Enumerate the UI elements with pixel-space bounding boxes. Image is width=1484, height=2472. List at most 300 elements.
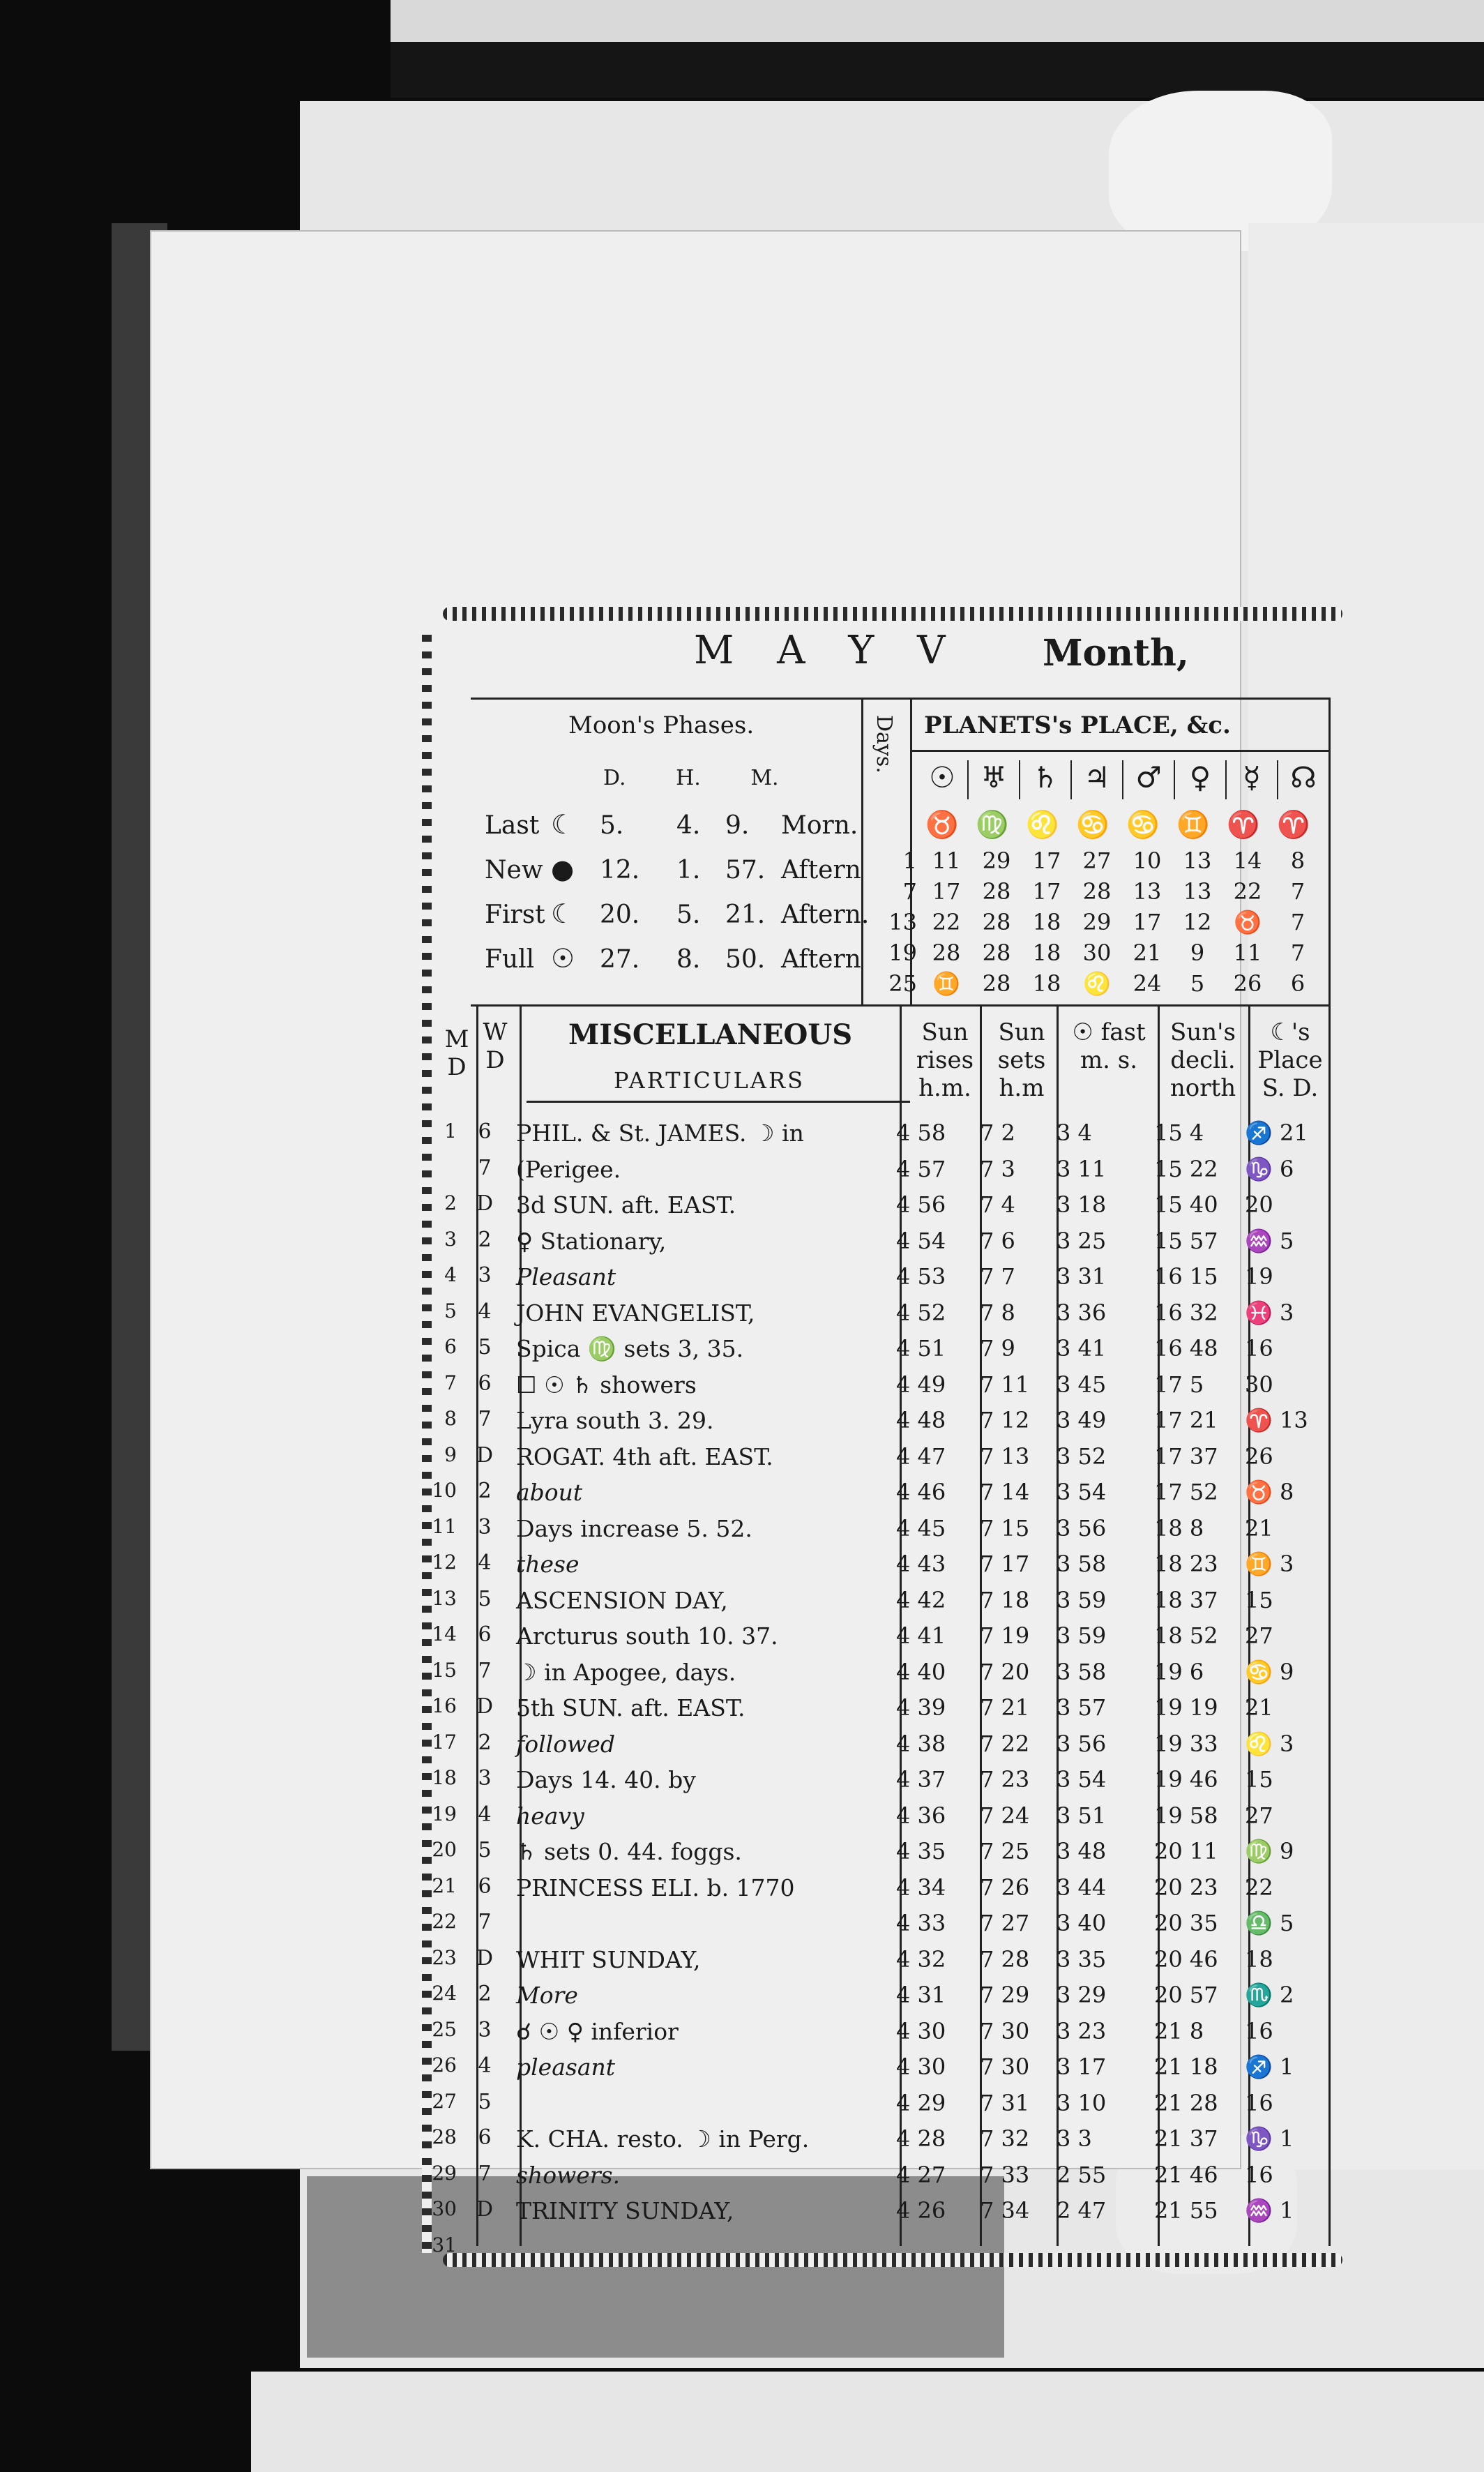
week-day: 5 [478,1838,492,1862]
sunrise-time: 4 42 [896,1586,946,1613]
planet-symbol-icon: ♃ [1072,760,1123,799]
week-day: 5 [478,1335,492,1359]
sunrise-time: 4 36 [896,1802,946,1829]
phase-hour: 4. [676,811,701,840]
planet-position: 21 [1133,940,1162,966]
sunset-time: 7 28 [980,1945,1030,1973]
sunrise-time: 4 30 [896,2017,946,2044]
table-row [415,1766,1315,1801]
phase-minute: 21. [725,900,766,929]
phase-name: Last [485,811,540,840]
particulars-text: ROGAT. 4th aft. EAST. [516,1442,773,1470]
moon-phase-icon: ☾ [551,898,575,929]
planet-position: 28 [982,909,1011,935]
planet-position: 24 [1133,970,1162,997]
week-day-header: W D [483,1018,508,1074]
sunrise-time: 4 41 [896,1622,946,1649]
sun-declination: 19 46 [1154,1766,1218,1793]
month-day: 12 [432,1551,457,1574]
particulars-text: JOHN EVANGELIST, [516,1299,755,1327]
sunset-time: 7 8 [980,1299,1015,1326]
sunrise-time: 4 29 [896,2089,946,2116]
month-day: 30 [432,2197,457,2220]
sunrise-time: 4 54 [896,1227,946,1254]
phase-day: 5. [600,811,624,840]
sun-declination: 21 46 [1154,2161,1218,2188]
sun-declination: 20 46 [1154,1945,1218,1973]
particulars-text: PRINCESS ELI. b. 1770 [516,1874,795,1901]
particulars-text: (Perigee. [516,1155,621,1183]
week-day: 2 [478,1227,492,1252]
sun-declination: 21 18 [1154,2053,1218,2080]
moon-place: ♌ 3 [1245,1730,1294,1757]
sun-fast: 3 57 [1057,1694,1107,1721]
planet-position: 17 [1032,847,1061,874]
sun-declination: 15 22 [1154,1155,1218,1182]
table-row [415,1838,1315,1873]
planet-position: 18 [1032,909,1061,935]
sun-declination: 18 37 [1154,1586,1218,1613]
planet-position: 13 [1183,847,1212,874]
planet-position: 28 [1082,878,1112,905]
sun-fast: 3 25 [1057,1227,1107,1254]
week-day: 2 [478,1982,492,2006]
particulars-text: 5th SUN. aft. EAST. [516,1694,745,1721]
moon-phase-row [485,943,893,988]
month-day: 13 [432,1586,457,1610]
month-day: 11 [432,1514,457,1538]
sun-declination: 15 57 [1154,1227,1218,1254]
table-row [415,2090,1315,2125]
phase-time: Morn. [781,811,858,840]
moon-place: 20 [1245,1191,1273,1218]
planet-symbols [917,760,1330,799]
particulars-text: ASCENSION DAY, [516,1586,728,1614]
particulars-text: about [516,1479,583,1506]
planet-position: ♌ [1083,970,1111,997]
sun-fast: 3 18 [1057,1191,1107,1218]
table-row [415,1443,1315,1478]
planet-position: 29 [982,847,1011,874]
sun-declination: 16 32 [1154,1299,1218,1326]
sun-fast: 3 44 [1057,1874,1107,1901]
sun-declination: 20 57 [1154,1982,1218,2008]
planet-position: 28 [932,940,961,966]
sunset-time: 7 32 [980,2125,1030,2152]
planet-position: 10 [1133,847,1162,874]
moon-phase-row [485,854,893,898]
sunrise-time: 4 28 [896,2125,946,2152]
sun-fast: 2 55 [1057,2161,1107,2188]
planet-position: 9 [1190,940,1205,966]
month-day: 19 [432,1802,457,1825]
sunset-time: 7 17 [980,1551,1030,1577]
phase-time: Aftern [781,945,861,974]
planet-row [874,970,1323,997]
month-day: 23 [432,1945,457,1969]
sunrise-time: 4 27 [896,2161,946,2188]
ornamental-border-top [443,607,1342,621]
sun-declination: 21 28 [1154,2089,1218,2116]
planet-position: 28 [982,940,1011,966]
planet-position: 5 [1190,970,1205,997]
phase-name: First [485,900,545,929]
planet-position: 6 [1290,970,1305,997]
planet-row [874,909,1323,935]
sun-fast: 3 31 [1057,1263,1107,1290]
planet-row [874,940,1323,966]
week-day: 4 [478,1551,492,1575]
sun-declination: 16 15 [1154,1263,1218,1290]
week-day: D [476,1191,494,1216]
table-row [415,1299,1315,1334]
moon-place: ♊ 3 [1245,1551,1294,1577]
month-day: 15 [432,1658,457,1682]
moon-place: 19 [1245,1263,1273,1290]
sun-fast: 2 47 [1057,2197,1107,2224]
particulars-text: WHIT SUNDAY, [516,1945,701,1973]
sun-declination: 20 35 [1154,1910,1218,1936]
sun-declination: 17 52 [1154,1479,1218,1505]
week-day: 7 [478,1407,492,1431]
particulars-text: pleasant [516,2053,616,2081]
sunrise-time: 4 35 [896,1838,946,1864]
particulars-text: showers. [516,2161,621,2189]
particulars-text: PHIL. & St. JAMES. ☽ in [516,1120,804,1147]
moon-place-header: ☾'s Place S. D. [1257,1018,1323,1102]
sunrise-time: 4 30 [896,2053,946,2080]
moon-place: ♋ 9 [1245,1658,1294,1685]
planet-signs [917,809,1319,841]
month-day: 28 [432,2125,457,2148]
sun-declination: 19 6 [1154,1658,1204,1685]
unit-day: D. [603,766,626,790]
particulars-text: ☐ ☉ ♄ showers [516,1371,697,1399]
sunrise-time: 4 33 [896,1910,946,1936]
sunset-time: 7 3 [980,1155,1015,1182]
almanac-page [150,230,1323,2256]
sunset-time: 7 23 [980,1766,1030,1793]
table-row [415,1191,1315,1226]
particulars-header: PARTICULARS [614,1067,805,1094]
moon-place: 16 [1245,2161,1273,2188]
divider [527,1101,910,1103]
moon-place: ♑ 6 [1245,1155,1294,1182]
sunset-time: 7 21 [980,1694,1030,1721]
sunset-time: 7 11 [980,1371,1030,1398]
sun-declination: 15 40 [1154,1191,1218,1218]
month-word: Month, [1043,632,1189,674]
table-row [415,1910,1315,1945]
sun-fast: 3 58 [1057,1658,1107,1685]
table-row [415,1479,1315,1514]
sun-fast: 3 11 [1057,1155,1107,1182]
phase-time: Aftern [781,856,861,884]
sunset-header: Sun sets h.m [997,1018,1046,1102]
table-row [415,1120,1315,1154]
planet-position: 11 [1233,940,1262,966]
planet-position: 13 [1183,878,1212,905]
sunrise-time: 4 34 [896,1874,946,1901]
sunrise-time: 4 38 [896,1730,946,1757]
sun-fast: 3 59 [1057,1622,1107,1649]
sunset-time: 7 14 [980,1479,1030,1505]
month-day: 4 [444,1263,457,1286]
phase-hour: 1. [676,856,701,884]
sun-declination: 15 4 [1154,1120,1204,1146]
sunset-time: 7 25 [980,1838,1030,1864]
month-day: 18 [432,1766,457,1789]
sunset-time: 7 30 [980,2017,1030,2044]
sun-fast: 3 58 [1057,1551,1107,1577]
week-day: 3 [478,2017,492,2042]
sunrise-time: 4 48 [896,1407,946,1433]
planet-symbol-icon: ♂ [1123,760,1175,799]
sunrise-time: 4 37 [896,1766,946,1793]
moon-place: 30 [1245,1371,1273,1398]
sunrise-time: 4 26 [896,2197,946,2224]
unit-hour: H. [676,766,701,790]
week-day: 6 [478,2125,492,2150]
particulars-text: ♀ Stationary, [516,1227,667,1255]
sun-fast: 3 10 [1057,2089,1107,2116]
sunrise-time: 4 49 [896,1371,946,1398]
particulars-text: Lyra south 3. 29. [516,1407,714,1434]
moon-place: ♓ 3 [1245,1299,1294,1326]
month-day: 7 [444,1371,457,1394]
particulars-text: ☽ in Apogee, days. [516,1658,736,1686]
sunrise-header: Sun rises h.m. [916,1018,974,1102]
moon-phases-units [603,766,822,790]
particulars-text: Days increase 5. 52. [516,1514,752,1542]
sunset-time: 7 24 [980,1802,1030,1829]
month-day: 29 [432,2161,457,2185]
moon-place: ♑ 1 [1245,2125,1294,2152]
week-day: 7 [478,1658,492,1683]
table-row [415,1946,1315,1981]
sun-declination: 21 8 [1154,2017,1204,2044]
moon-place: 21 [1245,1514,1273,1542]
sunset-time: 7 4 [980,1191,1015,1218]
film-strip-top [391,0,1484,42]
planet-position: 17 [1032,878,1061,905]
planet-position: 18 [1032,970,1061,997]
sunset-time: 7 31 [980,2089,1030,2116]
sun-declination: 19 58 [1154,1802,1218,1829]
planet-row-day: 13 [888,909,917,935]
table-row [415,1802,1315,1837]
sunset-time: 7 19 [980,1622,1030,1649]
table-row [415,1551,1315,1585]
sun-fast: 3 48 [1057,1838,1107,1864]
month-day: 14 [432,1622,457,1645]
particulars-text: ☌ ☉ ♀ inferior [516,2017,679,2045]
week-day: 2 [478,1479,492,1503]
month-day: 16 [432,1694,457,1717]
week-day: 6 [478,1874,492,1899]
planet-position: 14 [1233,847,1262,874]
planet-symbol-icon: ☉ [917,760,969,799]
divider [471,698,1328,700]
zodiac-sign-icon: ♊ [1176,809,1210,840]
moon-place: ♍ 9 [1245,1838,1294,1864]
moon-place: ♐ 21 [1245,1120,1308,1146]
moon-place: ♒ 5 [1245,1227,1294,1254]
particulars-text: Days 14. 40. by [516,1766,696,1793]
days-label: Days. [872,715,896,774]
sun-fast: 3 3 [1057,2125,1092,2152]
month-day-header: M D [444,1025,469,1081]
month-day: 17 [432,1730,457,1754]
particulars-text: heavy [516,1802,584,1830]
sunset-time: 7 30 [980,2053,1030,2080]
table-row [415,1156,1315,1191]
moon-place: ♒ 1 [1245,2197,1294,2224]
table-row [415,1515,1315,1550]
moon-phase-icon: ● [551,854,575,884]
sun-declination: 19 19 [1154,1694,1218,1721]
moon-place: ♎ 5 [1245,1910,1294,1936]
table-row [415,1263,1315,1298]
table-row [415,1587,1315,1622]
sunset-time: 7 29 [980,1982,1030,2008]
planet-position: 13 [1133,878,1162,905]
phase-name: New [485,856,543,884]
moon-phases-list [485,809,893,988]
divider [910,750,1328,752]
moon-place: 18 [1245,1945,1273,1973]
sun-fast: 3 51 [1057,1802,1107,1829]
sun-declination: 18 8 [1154,1514,1204,1542]
sunrise-time: 4 51 [896,1335,946,1362]
sun-declination: 17 21 [1154,1407,1218,1433]
zodiac-sign-icon: ♋ [1126,809,1160,840]
phase-day: 20. [600,900,640,929]
particulars-text: Pleasant [516,1263,616,1290]
planet-row [874,847,1323,874]
phase-time: Aftern. [781,900,870,929]
month-day: 24 [432,1982,457,2005]
sunset-time: 7 6 [980,1227,1015,1254]
moon-place: ♈ 13 [1245,1407,1308,1433]
planet-position: 27 [1082,847,1112,874]
zodiac-sign-icon: ♍ [976,809,1009,840]
sun-declination: 20 11 [1154,1838,1218,1864]
month-day: 1 [444,1120,457,1143]
sunrise-time: 4 31 [896,1982,946,2008]
sun-fast: 3 29 [1057,1982,1107,2008]
moon-place: 15 [1245,1766,1273,1793]
sun-fast: 3 23 [1057,2017,1107,2044]
week-day: 6 [478,1622,492,1647]
week-day: 5 [478,2089,492,2114]
planet-row-day: 7 [902,878,917,905]
sunset-time: 7 9 [980,1335,1015,1362]
phase-hour: 8. [676,945,701,974]
planet-position: 11 [932,847,961,874]
sunrise-time: 4 40 [896,1658,946,1685]
moon-place: 26 [1245,1442,1273,1470]
moon-place: 22 [1245,1874,1273,1901]
phase-minute: 57. [725,856,766,884]
miscellaneous-header: MISCELLANEOUS [568,1018,853,1051]
sunrise-time: 4 45 [896,1514,946,1542]
moon-phase-icon: ☾ [551,809,575,840]
particulars-text: More [516,1982,578,2009]
moon-place: ♏ 2 [1245,1982,1294,2008]
sun-fast: 3 4 [1057,1120,1092,1146]
table-row [415,1622,1315,1657]
sun-fast: 3 35 [1057,1945,1107,1973]
page-title [443,628,1342,677]
week-day: D [476,1694,494,1719]
table-row [415,1659,1315,1694]
month-day: 25 [432,2017,457,2041]
moon-place: ♐ 1 [1245,2053,1294,2080]
phase-hour: 5. [676,900,701,929]
sunrise-time: 4 58 [896,1120,946,1146]
table-row [415,2233,1315,2268]
planet-row-day: 19 [888,940,917,966]
month-title: M A Y V [694,628,961,673]
sun-declination: 21 37 [1154,2125,1218,2152]
month-day: 3 [444,1227,457,1251]
table-row [415,1874,1315,1909]
sun-declination: 16 48 [1154,1335,1218,1362]
planet-position: 7 [1290,878,1305,905]
sun-fast-header: ☉ fast m. s. [1072,1018,1146,1074]
sunset-time: 7 7 [980,1263,1015,1290]
zodiac-sign-icon: ♈ [1277,809,1310,840]
sun-fast: 3 52 [1057,1442,1107,1470]
month-day: 8 [444,1407,457,1430]
month-day: 31 [432,2233,457,2256]
moon-place: 16 [1245,2017,1273,2044]
particulars-text: followed [516,1730,615,1758]
sunrise-time: 4 52 [896,1299,946,1326]
planet-position: 18 [1032,940,1061,966]
sunset-time: 7 33 [980,2161,1030,2188]
planets-heading: PLANETS's PLACE, &c. [924,711,1231,739]
planet-position: 8 [1290,847,1305,874]
sunrise-time: 4 47 [896,1442,946,1470]
week-day: 6 [478,1371,492,1396]
week-day: 4 [478,1299,492,1324]
phase-day: 27. [600,945,640,974]
sunrise-time: 4 53 [896,1263,946,1290]
planet-position: 12 [1183,909,1212,935]
month-day: 9 [444,1442,457,1466]
film-strip-bottom [251,2372,1484,2472]
particulars-text: these [516,1551,580,1578]
particulars-text: Spica ♍ sets 3, 35. [516,1335,744,1362]
sunrise-time: 4 57 [896,1155,946,1182]
sun-declination: 18 52 [1154,1622,1218,1649]
sunset-time: 7 22 [980,1730,1030,1757]
moon-phases-heading: Moon's Phases. [568,711,755,739]
zodiac-sign-icon: ♉ [925,809,959,840]
planet-row-day: 1 [902,847,917,874]
moon-place: 27 [1245,1802,1273,1829]
sunrise-time: 4 32 [896,1945,946,1973]
sunset-time: 7 18 [980,1586,1030,1613]
planet-row [874,878,1323,905]
week-day: D [476,1945,494,1970]
moon-place: 27 [1245,1622,1273,1649]
week-day: 3 [478,1766,492,1791]
particulars-text: 3d SUN. aft. EAST. [516,1191,736,1219]
week-day: 4 [478,2053,492,2078]
